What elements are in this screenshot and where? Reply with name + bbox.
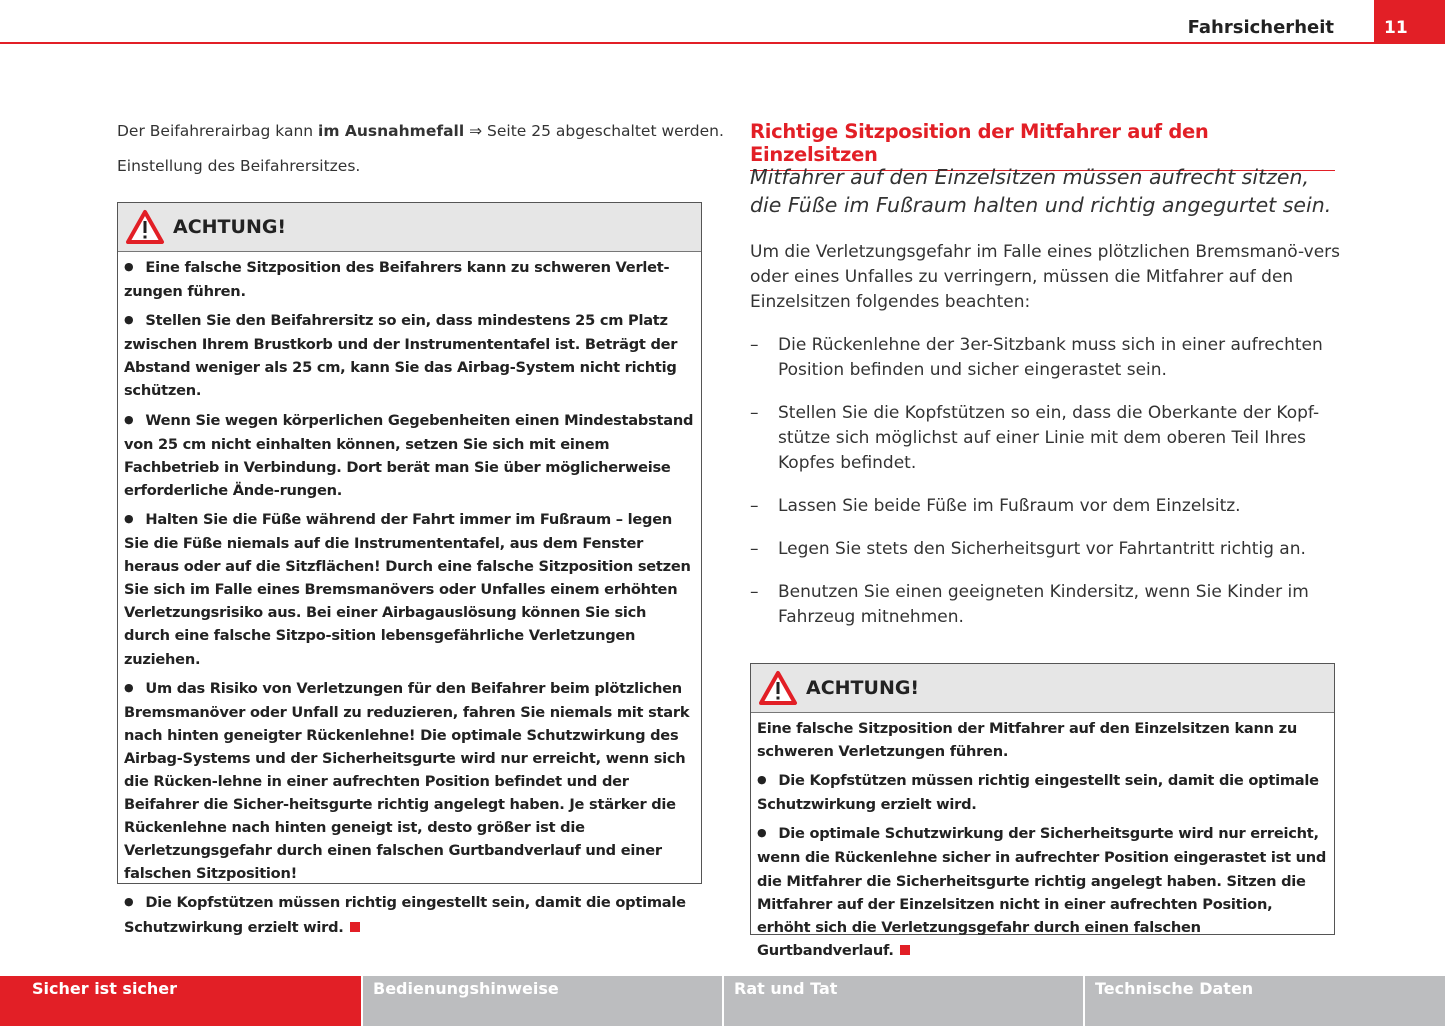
warning-item: ● Halten Sie die Füße während der Fahrt immer im Fußraum – legen Sie die Füße niemals auf die Instrumententafel, aus dem Fenster heraus oder auf die Sitzflächen! Durch eine falsche Sitzposition setzen Sie sich im Falle eines Bremsmanövers oder Unfalles einem erhöhten Verletzungsrisiko aus. Bei einer Airbagauslösung können Sie sich durch eine falsche Sitzpo-sition lebensgefährliche Verletzungen zuziehen.: [124, 508, 695, 671]
warning-lead: Eine falsche Sitzposition der Mitfahrer auf den Einzelsitzen kann zu schweren Verletzungen führen.: [757, 720, 1298, 761]
warning-item-text: ● Die optimale Schutzwirkung der Sicherheitsgurte wird nur erreicht, wenn die Rückenlehne sicher in aufrechter Position eingerastet ist und die Mitfahrer die Sicherheitsgurte richtig angelegt haben. Sitzen die Mitfahrer auf der Einzelsitzen nicht in einer aufrechten Position, erhöht sich die Verletzungsgefahr durch einen falschen Gurtbandverlauf.: [757, 825, 1326, 958]
footer-tab-edge: [0, 976, 22, 1026]
warning-header: [751, 664, 1334, 713]
footer-tab-sicher-ist-sicher[interactable]: [22, 976, 361, 1026]
intro-paragraph: [117, 122, 724, 140]
warning-triangle-icon: [125, 209, 165, 245]
warning-item: ● Die Kopfstützen müssen richtig eingestellt sein, damit die optimale Schutzwirkung erzielt wird.: [757, 769, 1328, 816]
section-heading: Richtige Sitzposition der Mitfahrer auf den Einzelsitzen: [750, 120, 1335, 171]
list-item: – Benutzen Sie einen geeigneten Kindersitz, wenn Sie Kinder im Fahrzeug mitnehmen.: [750, 580, 1340, 630]
section-title: Fahrsicherheit: [1187, 17, 1334, 38]
warning-box-right: [750, 663, 1335, 959]
seat-adjustment-label: Einstellung des Beifahrersitzes.: [117, 157, 361, 175]
warning-title: ACHTUNG!: [173, 216, 287, 238]
page-ref-arrow-icon: ⇒: [469, 122, 483, 140]
list-item: – Stellen Sie die Kopfstützen so ein, dass die Oberkante der Kopf-stütze sich möglichst auf einer Linie mit dem oberen Teil Ihres Kopfes befindet.: [750, 401, 1340, 476]
page-ref-link[interactable]: Seite 25 abgeschaltet werden.: [482, 122, 724, 140]
warning-item: ● Stellen Sie den Beifahrersitz so ein, dass mindestens 25 cm Platz zwischen Ihrem Brustkorb und der Instrumententafel ist. Beträgt der Abstand weniger als 25 cm, kann Sie das Airbag-System nicht richtig schützen.: [124, 309, 695, 402]
list-item: – Lassen Sie beide Füße im Fußraum vor dem Einzelsitz.: [750, 494, 1340, 519]
footer-tab-label: Rat und Tat: [734, 979, 838, 998]
warning-item-last: [124, 891, 695, 938]
warning-triangle-icon: [758, 670, 798, 706]
warning-item: ● Wenn Sie wegen körperlichen Gegebenheiten einen Mindestabstand von 25 cm nicht einhalten können, setzen Sie sich mit einem Fachbetrieb in Verbindung. Dort berät man Sie über möglicherweise erforderliche Ände-rungen.: [124, 409, 695, 502]
page-number: 11: [1374, 0, 1445, 44]
header-rule: [0, 42, 1445, 44]
end-mark-icon: [350, 922, 360, 932]
footer-tab-label: Technische Daten: [1095, 979, 1254, 998]
section-subtitle: Mitfahrer auf den Einzelsitzen müssen aufrecht sitzen, die Füße im Fußraum halten und richtig angegurtet sein.: [750, 165, 1332, 217]
list-item: – Legen Sie stets den Sicherheitsgurt vor Fahrtantritt richtig an.: [750, 537, 1340, 562]
footer-tab-technische-daten[interactable]: [1085, 976, 1445, 1026]
intro-paragraph-right: Um die Verletzungsgefahr im Falle eines plötzlichen Bremsmanö-vers oder eines Unfalles zu verringern, müssen die Mitfahrer auf den Einzelsitzen folgendes beachten:: [750, 242, 1341, 312]
warning-item-last: [757, 822, 1328, 962]
footer-tab-rat-und-tat[interactable]: [724, 976, 1083, 1026]
warning-item: ● Um das Risiko von Verletzungen für den Beifahrer beim plötzlichen Bremsmanöver oder Unfall zu reduzieren, fahren Sie niemals mit stark nach hinten geneigter Rückenlehne! Die optimale Schutzwirkung des Airbag-Systems und der Sicherheitsgurte wird nur erreicht, wenn sich die Rücken-lehne in einer aufrechten Position befindet und der Beifahrer die Sicher-heitsgurte richtig angelegt haben. Je stärker die Rückenlehne nach hinten geneigt ist, desto größer ist die Verletzungsgefahr durch einen falschen Gurtbandverlauf und einer falschen Sitzposition!: [124, 677, 695, 886]
warning-box-left: [117, 202, 702, 936]
warning-item-text: ● Die Kopfstützen müssen richtig eingestellt sein, damit die optimale Schutzwirkung erzielt wird.: [124, 894, 686, 935]
footer-tab-bedienungshinweise[interactable]: [363, 976, 722, 1026]
list-item: – Die Rückenlehne der 3er-Sitzbank muss sich in einer aufrechten Position befinden und sicher eingerastet sein.: [750, 333, 1340, 383]
warning-item: ● Eine falsche Sitzposition des Beifahrers kann zu schweren Verlet-zungen führen.: [124, 256, 695, 303]
warning-header: [118, 203, 701, 252]
end-mark-icon: [900, 945, 910, 955]
intro-text: Der Beifahrerairbag kann: [117, 122, 319, 140]
intro-bold: im Ausnahmefall: [318, 122, 465, 140]
footer-tab-label: Bedienungshinweise: [373, 979, 559, 998]
warning-title: ACHTUNG!: [806, 677, 920, 699]
footer-tab-label: Sicher ist sicher: [32, 979, 178, 998]
